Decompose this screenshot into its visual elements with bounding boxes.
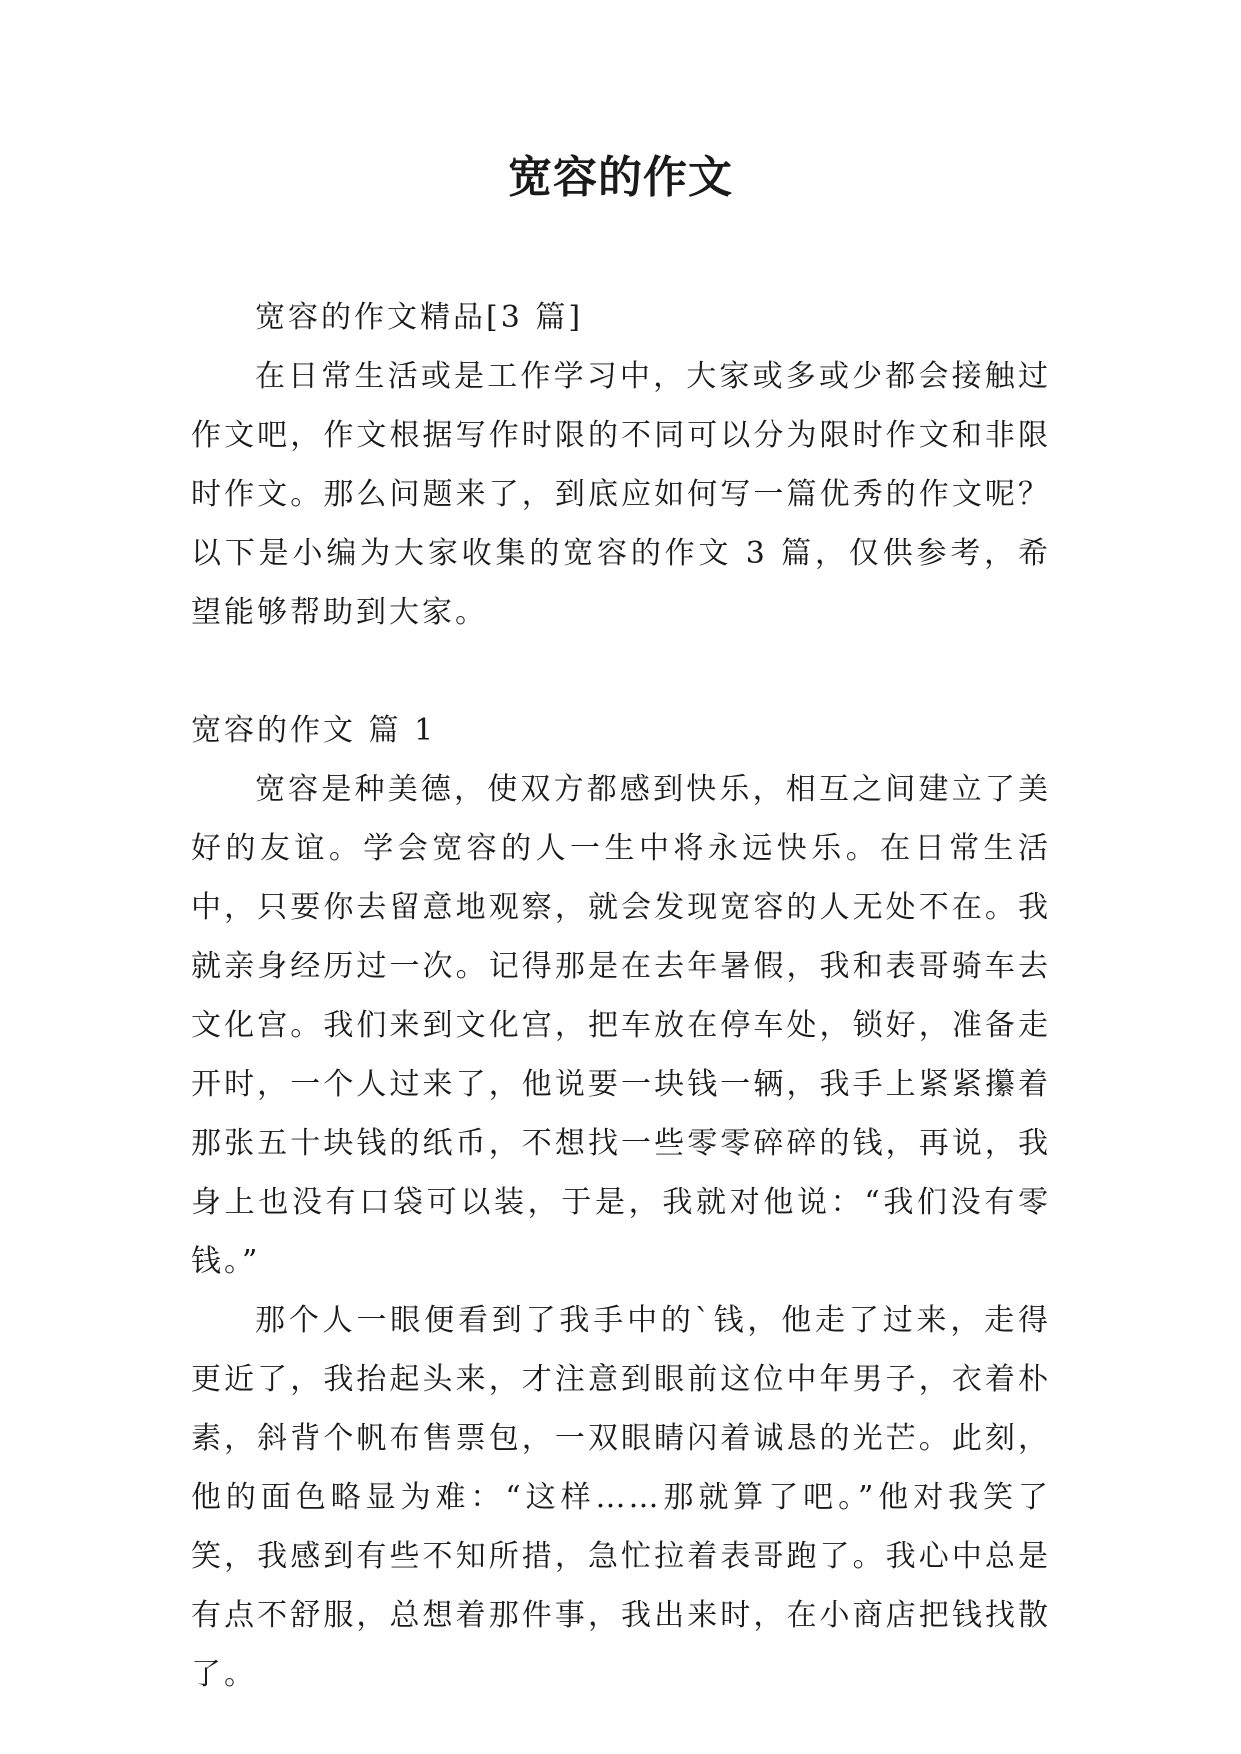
body-paragraph-1: 宽容是种美德，使双方都感到快乐，相互之间建立了美好的友谊。学会宽容的人一生中将永远快乐。在日常生活中，只要你去留意地观察，就会发现宽容的人无处不在。我就亲身经历过一次。记得那是在去年暑假，我和表哥骑车去文化宫。我们来到文化宫，把车放在停车处，锁好，准备走开时，一个人过来了，他说要一块钱一辆，我手上紧紧攥着那张五十块钱的纸币，不想找一些零零碎碎的钱，再说，我身上也没有口袋可以装，于是，我就对他说：“我们没有零钱。” (191, 772, 1051, 1279)
document-subtitle: 宽容的作文精品[3 篇] (255, 300, 584, 335)
intro-paragraph: 在日常生活或是工作学习中，大家或多或少都会接触过作文吧，作文根据写作时限的不同可以分为限时作文和非限时作文。那么问题来了，到底应如何写一篇优秀的作文呢？以下是小编为大家收集的宽容的作文 3 篇，仅供参考，希望能够帮助到大家。 (191, 359, 1051, 630)
body-paragraph-2: 那个人一眼便看到了我手中的`钱，他走了过来，走得更近了，我抬起头来，才注意到眼前这位中年男子，衣着朴素，斜背个帆布售票包，一双眼睛闪着诚恳的光芒。此刻，他的面色略显为难：“这样……那就算了吧。”他对我笑了笑，我感到有些不知所措，急忙拉着表哥跑了。我心中总是有点不舒服，总想着那件事，我出来时，在小商店把钱找散了。 (191, 1303, 1051, 1692)
document-body (191, 288, 1051, 1704)
section-heading: 宽容的作文 篇 1 (191, 713, 437, 748)
document-title: 宽容的作文 (508, 152, 733, 203)
